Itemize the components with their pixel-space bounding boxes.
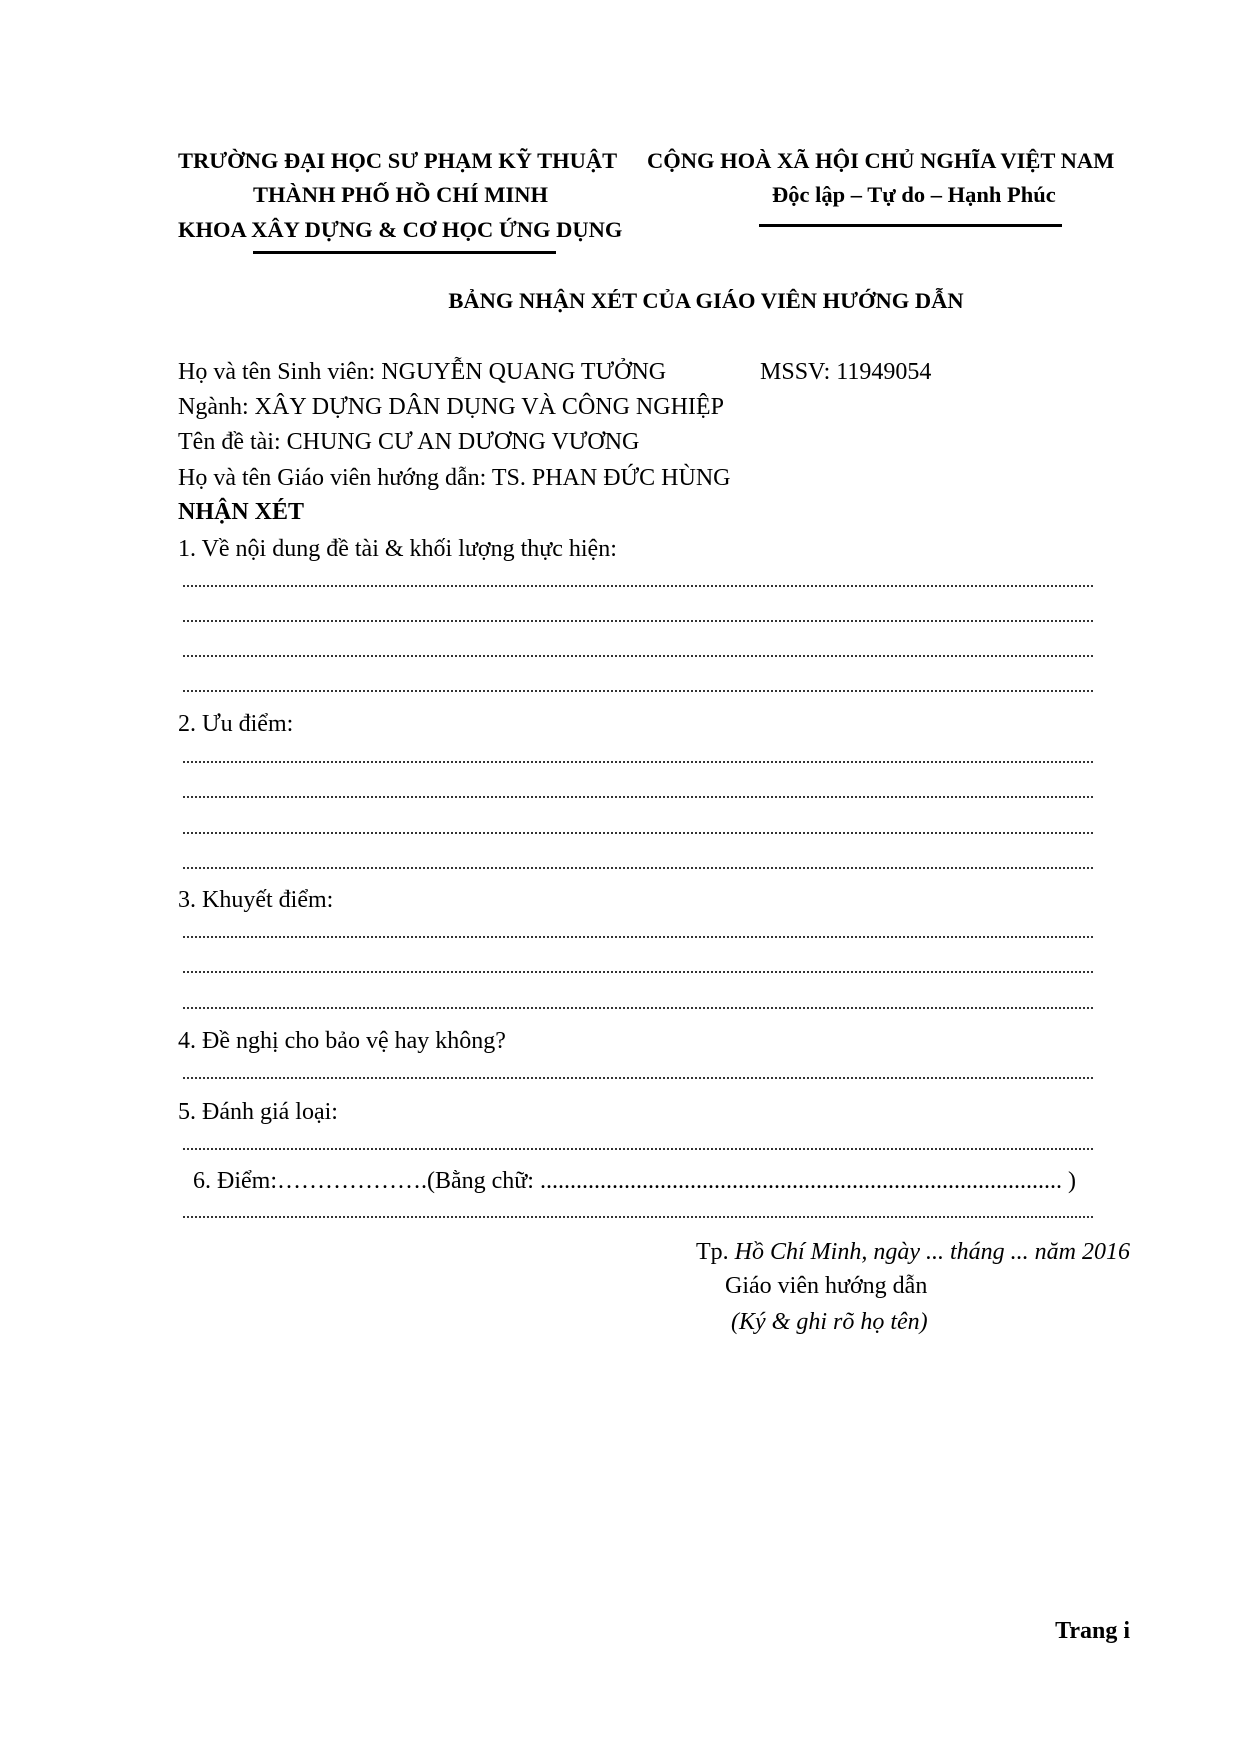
blank-line [183, 655, 1093, 657]
signature-role: Giáo viên hướng dẫn [725, 1273, 928, 1299]
student-id: MSSV: 11949054 [760, 359, 932, 385]
place-date: Hồ Chí Minh, ngày ... tháng ... năm 2016 [734, 1239, 1130, 1265]
blank-line [183, 1077, 1093, 1079]
item-defense: 4. Đề nghị cho bảo vệ hay không? [178, 1028, 506, 1054]
page-number: Trang i [1055, 1618, 1130, 1644]
page-title: BẢNG NHẬN XÉT CỦA GIÁO VIÊN HƯỚNG DẪN [448, 288, 964, 313]
motto: Độc lập – Tự do – Hạnh Phúc [772, 182, 1056, 207]
item-strengths: 2. Ưu điểm: [178, 711, 294, 737]
advisor: Họ và tên Giáo viên hướng dẫn: TS. PHAN ĐỨC HÙNG [178, 465, 731, 491]
blank-line [183, 620, 1093, 622]
signature-note: (Ký & ghi rõ họ tên) [731, 1309, 928, 1335]
topic: Tên đề tài: CHUNG CƯ AN DƯƠNG VƯƠNG [178, 429, 640, 455]
blank-line [183, 1148, 1093, 1150]
faculty-name: KHOA XÂY DỰNG & CƠ HỌC ỨNG DỤNG [178, 217, 623, 242]
blank-line [183, 1007, 1093, 1009]
blank-line [183, 832, 1093, 834]
blank-line [183, 936, 1093, 938]
motto-underline [759, 224, 1062, 227]
place-prefix: Tp. [696, 1239, 735, 1265]
item-content: 1. Về nội dung đề tài & khối lượng thực hiện: [178, 536, 617, 562]
school-name: TRƯỜNG ĐẠI HỌC SƯ PHẠM KỸ THUẬT [178, 148, 618, 173]
item-weaknesses: 3. Khuyết điểm: [178, 887, 334, 913]
faculty-underline [253, 251, 556, 254]
student-name: Họ và tên Sinh viên: NGUYỄN QUANG TƯỞNG [178, 359, 667, 385]
blank-line [183, 585, 1093, 587]
blank-line [183, 796, 1093, 798]
nation-name: CỘNG HOÀ XÃ HỘI CHỦ NGHĨA VIỆT NAM [647, 148, 1115, 173]
blank-line [183, 1216, 1093, 1218]
blank-line [183, 690, 1093, 692]
section-heading: NHẬN XÉT [178, 499, 305, 525]
item-score: 6. Điểm:……………….(Bằng chữ: ....................................................................................... ) [193, 1168, 1076, 1194]
blank-line [183, 761, 1093, 763]
school-city: THÀNH PHỐ HỒ CHÍ MINH [253, 182, 549, 207]
major: Ngành: XÂY DỰNG DÂN DỤNG VÀ CÔNG NGHIỆP [178, 394, 724, 420]
signature-date [696, 1240, 1130, 1264]
blank-line [183, 971, 1093, 973]
blank-line [183, 867, 1093, 869]
item-rating: 5. Đánh giá loại: [178, 1099, 338, 1125]
